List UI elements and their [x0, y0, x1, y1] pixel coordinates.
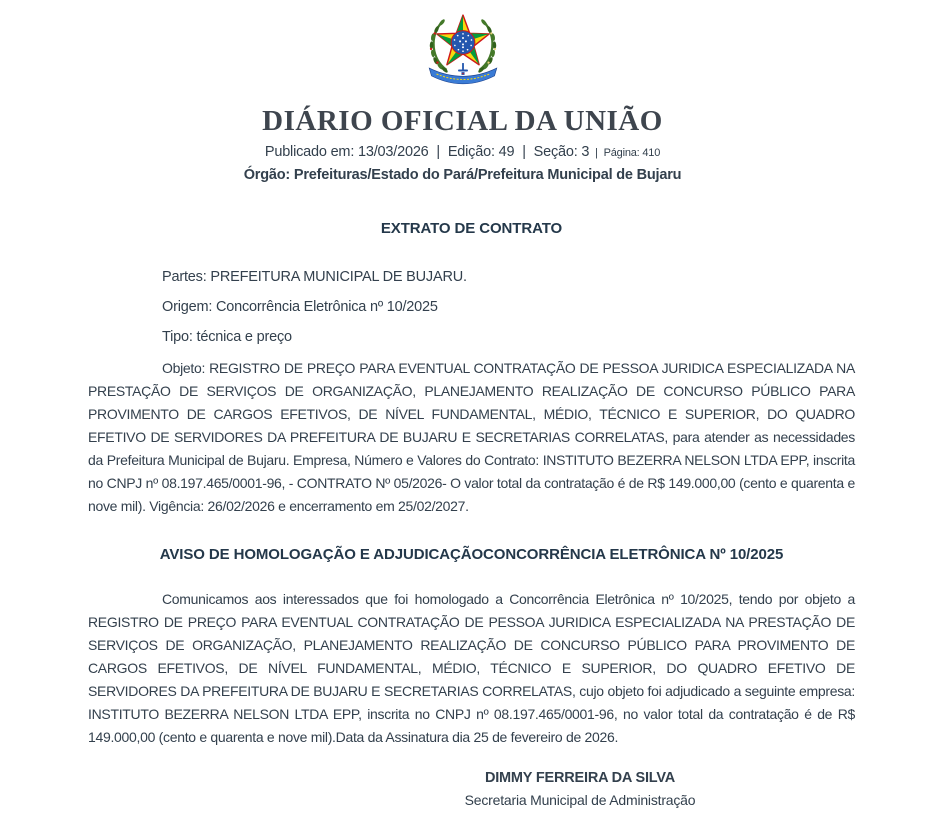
extract-heading: EXTRATO DE CONTRATO	[380, 220, 563, 237]
meta-separator: |	[595, 147, 598, 159]
partes-line: Partes: PREFEITURA MUNICIPAL DE BUJARU.	[162, 269, 467, 285]
published-date: Publicado em: 13/03/2026	[264, 144, 429, 160]
notice-paragraph: Comunicamos aos interessados que foi homologado a Concorrência Eletrônica nº 10/2025, tendo por objeto a REGISTRO DE PREÇO PARA EVENTUAL CONTRATAÇÃO DE PESSOA JURIDICA ESPECIALIZADA NA PRESTAÇÃO DE SERVIÇOS DE ORGANIZAÇÃO, PLANEJAMENTO REALIZAÇÃO DE CONCURSO PÚBLICO PARA PROVIMENTO DE CARGOS EFETIVOS, DE NÍVEL FUNDAMENTAL, MÉDIO, TÉCNICO E SUPERIOR, DO QUADRO EFETIVO DE SERVIDORES DA PREFEITURA DE BUJARU E SECRETARIAS CORRELATAS, cujo objeto foi adjudicado a seguinte empresa: INSTITUTO BEZERRA NELSON LTDA EPP, inscrita no CNPJ nº 08.197.465/0001-96, no valor total da contratação é de R$ 149.000,00 (cento e quarenta e nove mil).Data da Assinatura dia 25 de fevereiro de 2026.	[88, 591, 855, 745]
document-body	[88, 220, 855, 808]
brazil-coat-of-arms-icon	[416, 6, 510, 90]
origem-line: Origem: Concorrência Eletrônica nº 10/2025	[162, 299, 438, 315]
meta-separator: |	[436, 144, 440, 160]
page-number: Página: 410	[603, 147, 661, 159]
gazette-title: DIÁRIO OFICIAL DA UNIÃO	[262, 105, 663, 137]
edition-number: Edição: 49	[447, 144, 515, 160]
organ-line: Órgão: Prefeituras/Estado do Pará/Prefeitura Municipal de Bujaru	[243, 167, 682, 183]
tipo-line: Tipo: técnica e preço	[162, 329, 292, 345]
signatory-name: DIMMY FERREIRA DA SILVA	[484, 770, 676, 786]
meta-separator: |	[522, 144, 526, 160]
notice-heading: AVISO DE HOMOLOGAÇÃO E ADJUDICAÇÃOCONCORRÊNCIA ELETRÔNICA Nº 10/2025	[159, 546, 784, 563]
gazette-header	[0, 0, 925, 183]
signature-block	[300, 770, 860, 808]
signatory-role: Secretaria Municipal de Administração	[464, 792, 696, 808]
publication-meta	[0, 144, 925, 160]
objeto-paragraph: Objeto: REGISTRO DE PREÇO PARA EVENTUAL CONTRATAÇÃO DE PESSOA JURIDICA ESPECIALIZADA NA PRESTAÇÃO DE SERVIÇOS DE ORGANIZAÇÃO, PLANEJAMENTO REALIZAÇÃO DE CONCURSO PÚBLICO PARA PROVIMENTO DE CARGOS EFETIVOS, DE NÍVEL FUNDAMENTAL, MÉDIO, TÉCNICO E SUPERIOR, DO QUADRO EFETIVO DE SERVIDORES DA PREFEITURA DE BUJARU E SECRETARIAS CORRELATAS, para atender as necessidades da Prefeitura Municipal de Bujaru. Empresa, Número e Valores do Contrato: INSTITUTO BEZERRA NELSON LTDA EPP, inscrita no CNPJ nº 08.197.465/0001-96, - CONTRATO Nº 05/2026- O valor total da contratação é de R$ 149.000,00 (cento e quarenta e nove mil). Vigência: 26/02/2026 e encerramento em 25/02/2027.	[88, 360, 855, 514]
section-number: Seção: 3	[533, 144, 590, 160]
